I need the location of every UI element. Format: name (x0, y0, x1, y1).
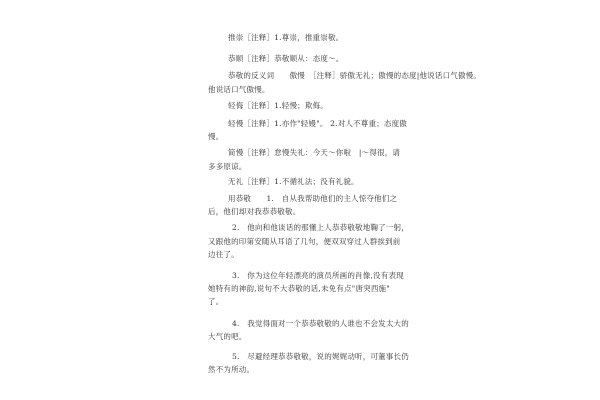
example-5: 5. 尽避经理恭恭敬敬，说的娓娓动听，可董事长仍 (232, 352, 409, 361)
example-2: 2. 他向和他谈话的那懂上人恭恭敬敬地鞠了一躬， (232, 223, 409, 232)
antonym-continuation: 他说话口气傲慢。 (208, 85, 270, 94)
example-1-cont: 后，他们却对我恭恭敬敬。 (208, 207, 301, 216)
entry-jianman: 简慢［注释］怠慢失礼：今天～你啦 |～得很，请 (228, 148, 401, 157)
example-4-cont: 大气的吧。 (208, 332, 247, 341)
entry-wuli: 无礼［注释］1.不循礼法；没有礼貌。 (228, 177, 359, 186)
example-5-cont: 然不为所动。 (208, 365, 255, 374)
entry-qingwu: 轻侮［注释］1.轻慢；欺侮。 (228, 101, 328, 110)
example-1: 用恭敬 1. 自从我帮助他们的主人惊夺他们之 (228, 194, 398, 203)
example-4: 4. 我觉得面对一个恭恭敬敬的人谁也不会发太大的 (232, 319, 409, 328)
entry-tuichong: 推崇［注释］1.尊崇，推重崇敬。 (228, 33, 344, 42)
entry-qingman: 轻慢［注释］1.亦作"轻嫚"。 2.对人不尊重；态度傲 (228, 119, 407, 128)
example-3-cont-1: 她特有的神韵,说句不大恭敬的话,未免有点"唐突西施" (208, 284, 390, 293)
entry-qingman-cont: 慢。 (208, 132, 224, 141)
entry-jianman-cont: 多多原谅。 (208, 162, 247, 171)
entry-gongshun: 恭顺［注释］恭敬顺从：态度～。 (228, 54, 344, 63)
antonym-heading: 恭敬的反义词 傲慢 ［注释］骄傲无礼；傲慢的态度|他说话口气傲慢。 (228, 71, 482, 80)
example-2-cont-1: 又跟他的印第安随从耳语了几句，便双双穿过人群挨到前 (208, 237, 401, 246)
example-3: 3. 你为这位年轻漂亮的演员所画的肖像,没有表现 (232, 271, 404, 280)
example-3-cont-2: 了。 (208, 297, 224, 306)
example-2-cont-2: 边往了。 (208, 250, 239, 259)
